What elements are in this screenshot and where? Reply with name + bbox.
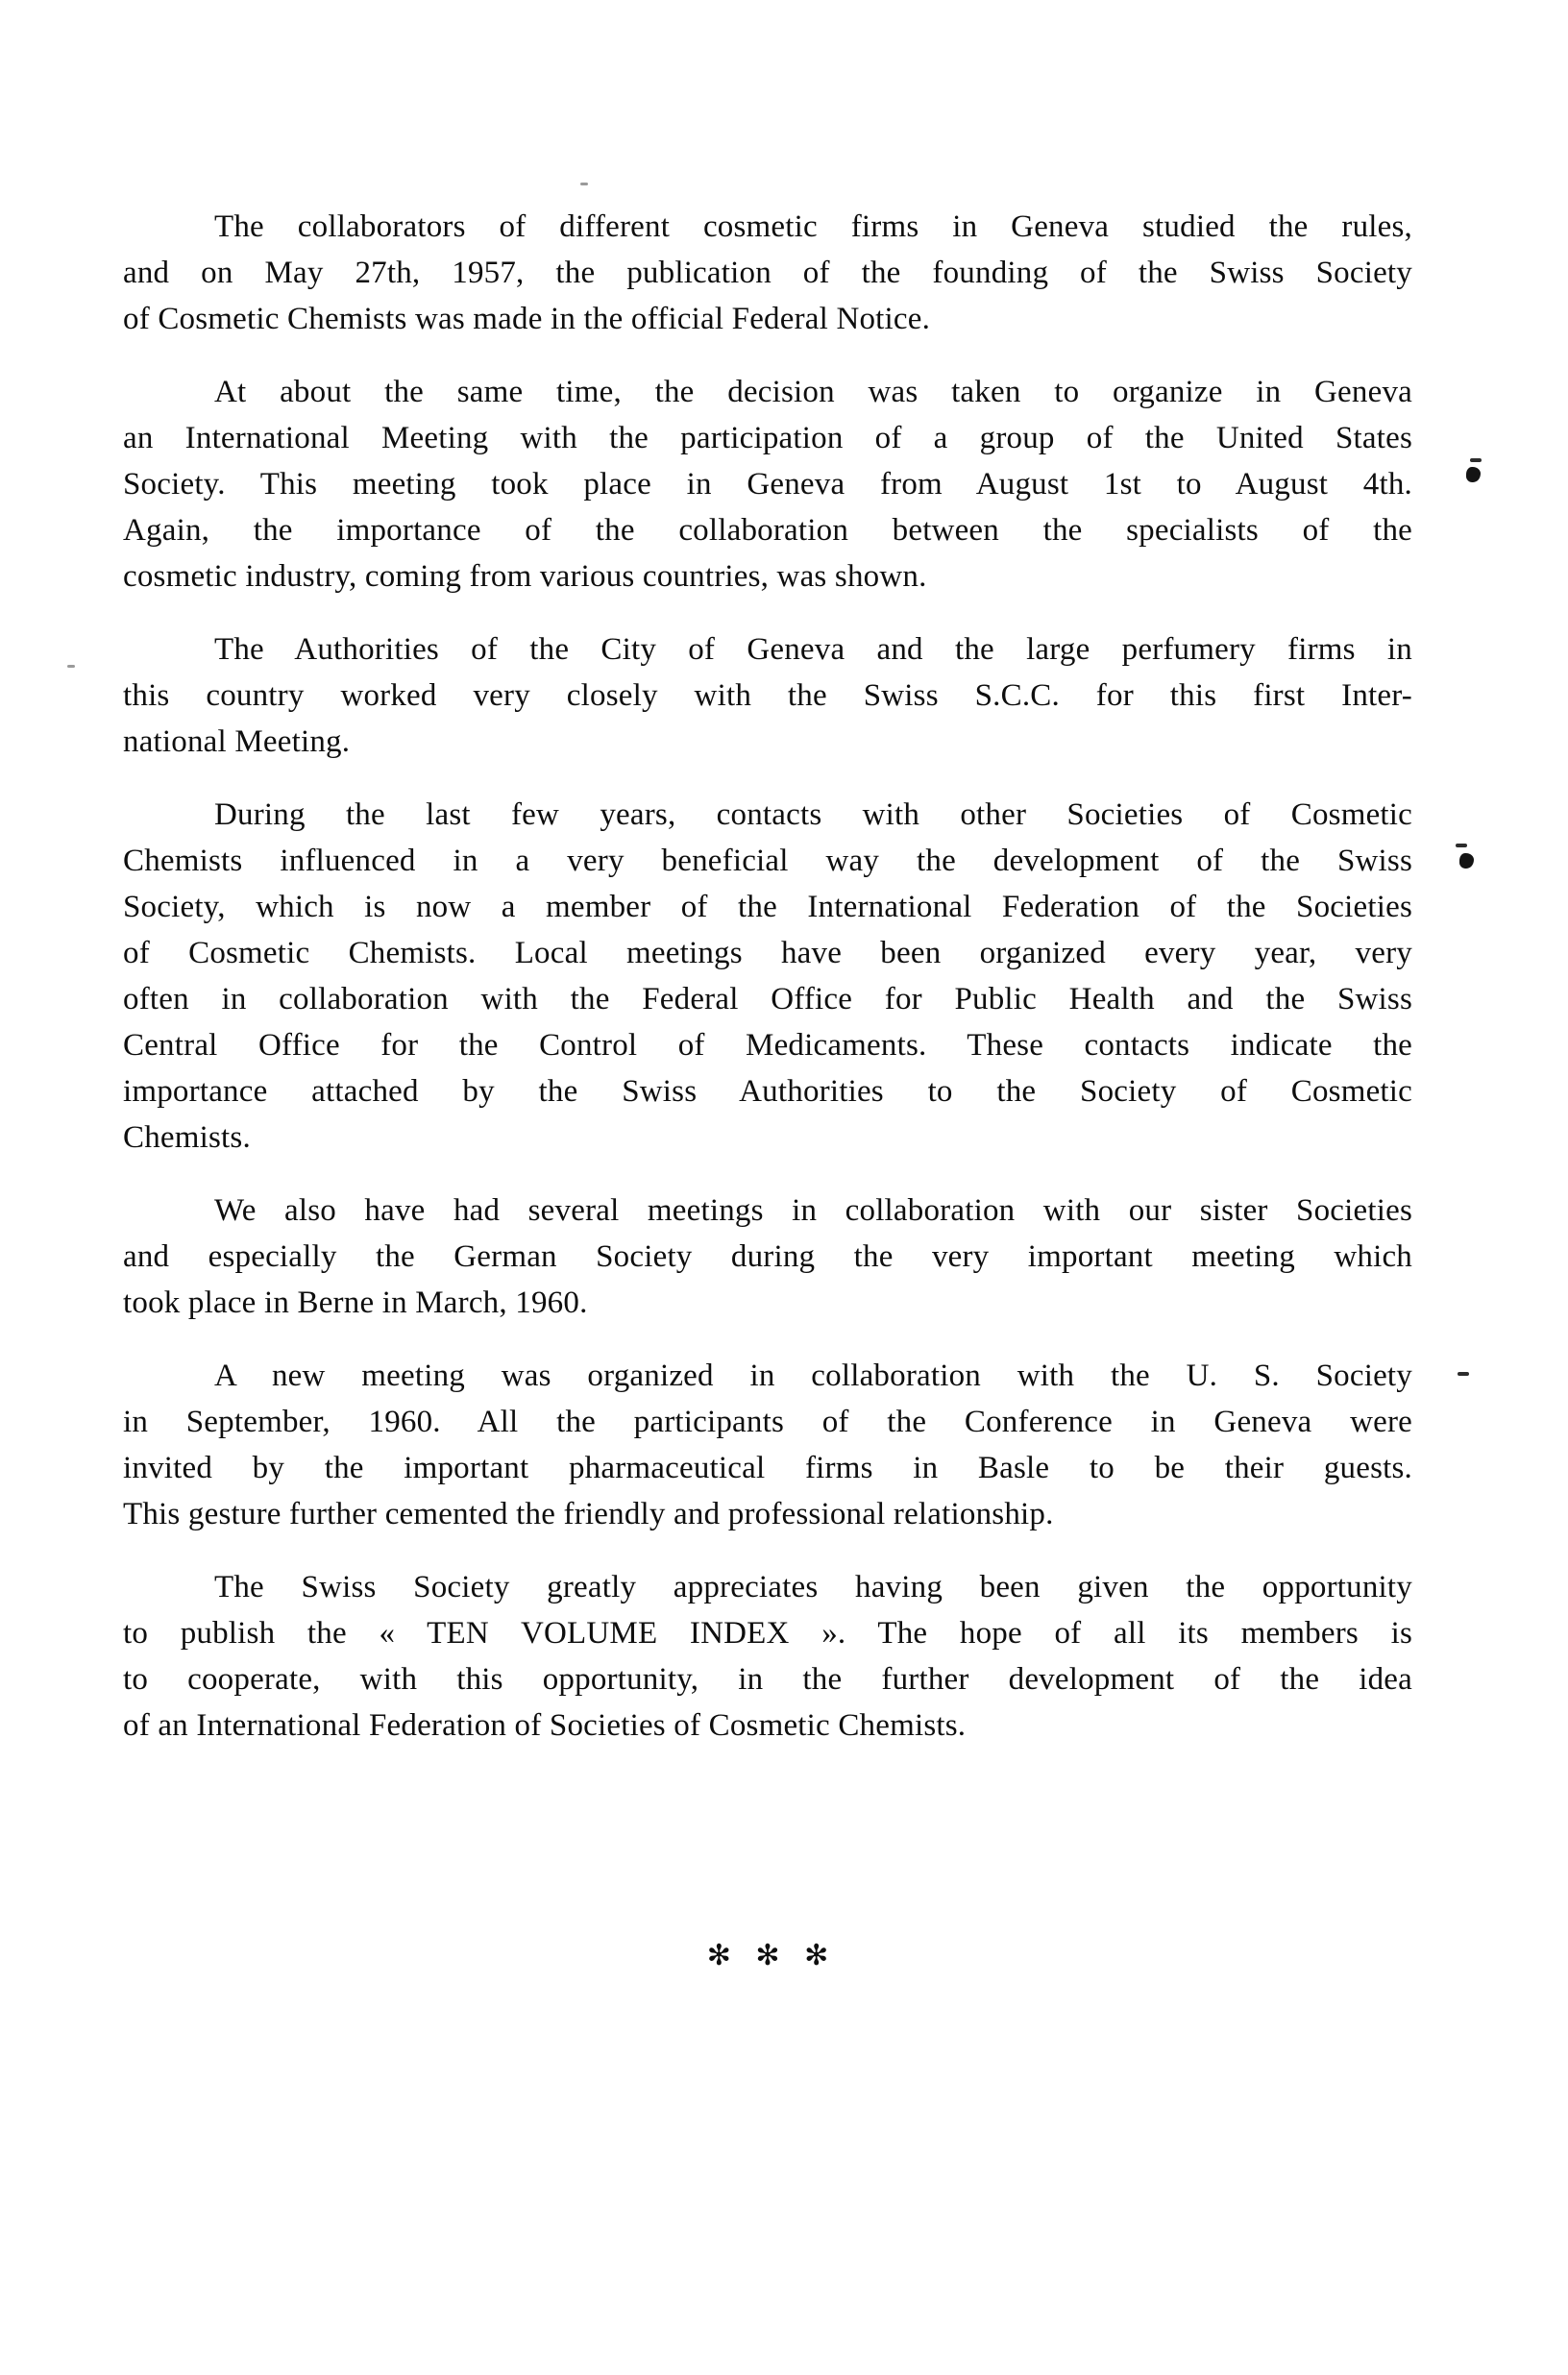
- paragraph: [123, 1353, 1412, 1537]
- text-line: in September, 1960. All the participants of the Conference in Geneva were: [123, 1405, 1412, 1439]
- ink-speck: [580, 183, 588, 185]
- text-line: took place in Berne in March, 1960.: [123, 1285, 588, 1320]
- text-line: The Authorities of the City of Geneva and the large perfumery firms in: [214, 632, 1412, 667]
- text-line: importance attached by the Swiss Authorities to the Society of Cosmetic: [123, 1074, 1412, 1109]
- text-line: national Meeting.: [123, 724, 351, 759]
- text-line: We also have had several meetings in collaboration with our sister Societies: [214, 1193, 1412, 1228]
- ink-blot: [1459, 853, 1474, 869]
- text-line: of an International Federation of Societies of Cosmetic Chemists.: [123, 1708, 967, 1743]
- asterisk-separator: ✻ ✻ ✻: [706, 1939, 829, 1972]
- text-line: to publish the « TEN VOLUME INDEX ». The hope of all its members is: [123, 1616, 1412, 1651]
- text-line: Chemists.: [123, 1120, 251, 1155]
- text-line: Central Office for the Control of Medicaments. These contacts indicate the: [123, 1028, 1412, 1063]
- ink-speck: [67, 665, 75, 668]
- text-line: this country worked very closely with the Swiss S.C.C. for this first Inter-: [123, 678, 1412, 713]
- text-line: The Swiss Society greatly appreciates having been given the opportunity: [214, 1570, 1412, 1604]
- ink-dash: [1456, 844, 1467, 847]
- text-line: cosmetic industry, coming from various countries, was shown.: [123, 559, 927, 594]
- text-line: The collaborators of different cosmetic firms in Geneva studied the rules,: [214, 209, 1412, 244]
- text-line: This gesture further cemented the friendly and professional relationship.: [123, 1497, 1054, 1531]
- text-line: and on May 27th, 1957, the publication of the founding of the Swiss Society: [123, 256, 1412, 290]
- text-line: of Cosmetic Chemists. Local meetings have been organized every year, very: [123, 936, 1412, 970]
- paragraph: [123, 1564, 1412, 1749]
- text-line: of Cosmetic Chemists was made in the official Federal Notice.: [123, 302, 931, 336]
- paragraph: [123, 369, 1412, 600]
- text-line: At about the same time, the decision was taken to organize in Geneva: [214, 375, 1412, 409]
- text-block: [123, 204, 1412, 1775]
- paragraph: [123, 626, 1412, 765]
- ink-blot: [1466, 467, 1481, 482]
- ink-dash: [1470, 458, 1482, 462]
- ink-dash: [1458, 1372, 1469, 1376]
- text-line: During the last few years, contacts with other Societies of Cosmetic: [214, 797, 1412, 832]
- text-line: to cooperate, with this opportunity, in the further development of the idea: [123, 1662, 1412, 1697]
- paragraph: [123, 792, 1412, 1161]
- text-line: Society. This meeting took place in Geneva from August 1st to August 4th.: [123, 467, 1412, 502]
- text-line: invited by the important pharmaceutical firms in Basle to be their guests.: [123, 1451, 1412, 1485]
- paragraph: [123, 204, 1412, 342]
- text-line: and especially the German Society during the very important meeting which: [123, 1239, 1412, 1274]
- text-line: Again, the importance of the collaboration between the specialists of the: [123, 513, 1412, 548]
- text-line: an International Meeting with the participation of a group of the United States: [123, 421, 1412, 455]
- text-line: Society, which is now a member of the International Federation of the Societies: [123, 890, 1412, 924]
- text-line: often in collaboration with the Federal Office for Public Health and the Swiss: [123, 982, 1412, 1016]
- paragraph: [123, 1188, 1412, 1326]
- text-line: A new meeting was organized in collaboration with the U. S. Society: [214, 1359, 1412, 1393]
- text-line: Chemists influenced in a very beneficial way the development of the Swiss: [123, 844, 1412, 878]
